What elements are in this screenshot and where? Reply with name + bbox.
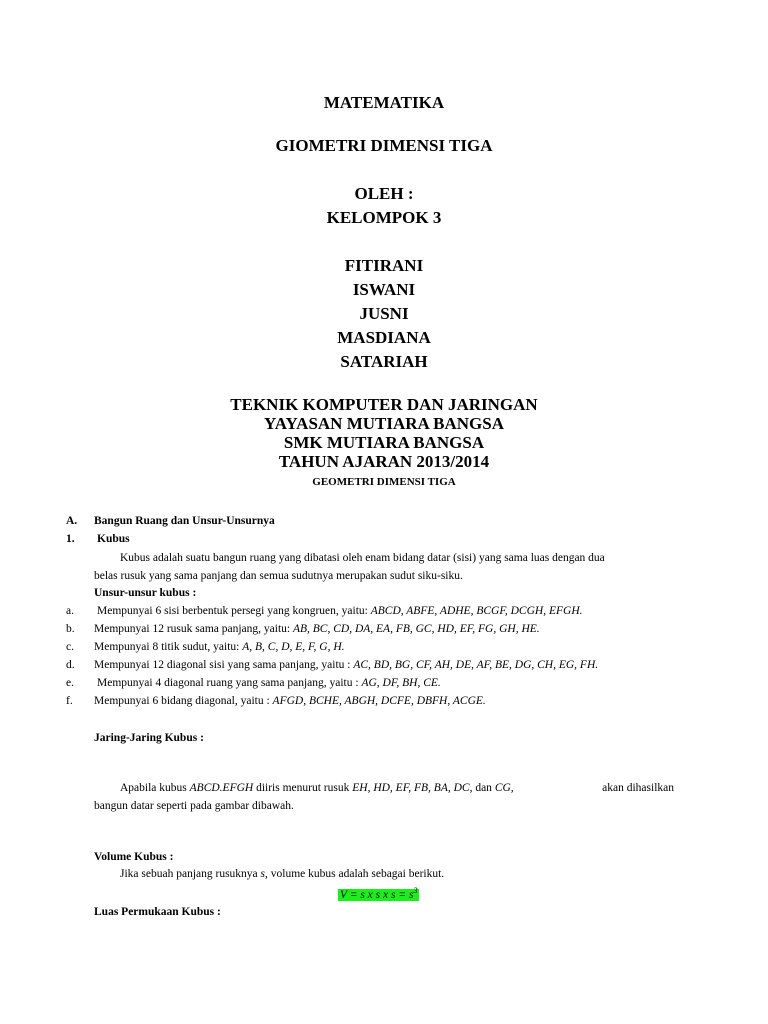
apabila-italic: CG, xyxy=(494,782,514,794)
list-item xyxy=(94,694,486,708)
apabila-text: diiris menurut rusuk xyxy=(253,782,353,794)
item-1-number: 1. xyxy=(66,533,75,545)
list-item xyxy=(97,604,583,618)
apabila-text: dan xyxy=(472,782,495,794)
list-item-label: d. xyxy=(66,659,75,671)
list-item-label: c. xyxy=(66,641,74,653)
cover-institution: TEKNIK KOMPUTER DAN JARINGAN xyxy=(230,395,538,414)
apabila-italic: ABCD.EFGH xyxy=(189,782,254,794)
list-item-label: f. xyxy=(66,695,73,707)
list-item-italic: A, B, C, D, E, F, G, H. xyxy=(242,641,345,653)
apabila-text: Apabila kubus xyxy=(120,782,190,794)
list-item-label: b. xyxy=(66,623,75,635)
cover-group: KELOMPOK 3 xyxy=(326,208,442,227)
cover-institution: TAHUN AJARAN 2013/2014 xyxy=(278,452,490,471)
volume-text-var: s xyxy=(260,868,266,880)
list-item-label: e. xyxy=(66,677,74,689)
formula-text: V = s x s x s = s xyxy=(340,888,414,901)
list-item-italic: AB, BC, CD, DA, EA, FB, GC, HD, EF, FG, GH, HE. xyxy=(292,623,540,635)
jaring-title: Jaring-Jaring Kubus : xyxy=(94,732,204,744)
kubus-definition: Kubus adalah suatu bangun ruang yang dibatasi oleh enam bidang datar (sisi) yang sama luas dengan dua xyxy=(120,552,605,564)
section-a-number: A. xyxy=(66,515,78,527)
cover-member: JUSNI xyxy=(359,304,409,323)
volume-title: Volume Kubus : xyxy=(94,851,174,863)
volume-text-part: , volume kubus adalah sebagai berikut. xyxy=(265,868,445,880)
list-item xyxy=(97,676,441,690)
list-item xyxy=(94,640,345,654)
content-title: GEOMETRI DIMENSI TIGA xyxy=(312,476,456,488)
volume-text xyxy=(120,867,444,881)
cover-subject: MATEMATIKA xyxy=(323,93,445,112)
list-item-label: a. xyxy=(66,605,74,617)
volume-text-part: Jika sebuah panjang rusuknya xyxy=(120,868,261,880)
cover-member: MASDIANA xyxy=(337,328,431,347)
unsur-title: Unsur-unsur kubus : xyxy=(94,587,197,599)
cover-member: SATARIAH xyxy=(340,352,428,371)
list-item-text: Mempunyai 6 bidang diagonal, yaitu : xyxy=(94,695,273,707)
apabila-paragraph xyxy=(120,781,674,795)
item-1-title: Kubus xyxy=(97,533,130,545)
list-item xyxy=(94,622,540,636)
section-a-title: Bangun Ruang dan Unsur-Unsurnya xyxy=(94,515,275,527)
list-item-text: Mempunyai 8 titik sudut, yaitu: xyxy=(94,641,243,653)
list-item-italic: AC, BD, BG, CF, AH, DE, AF, BE, DG, CH, EG, FH. xyxy=(353,659,599,671)
formula-exponent: 3 xyxy=(413,886,418,895)
cover-member: ISWANI xyxy=(352,280,416,299)
list-item-text: Mempunyai 4 diagonal ruang yang sama panjang, yaitu : xyxy=(97,677,362,689)
cover-by: OLEH : xyxy=(354,184,414,203)
list-item-text: Mempunyai 12 diagonal sisi yang sama panjang, yaitu : xyxy=(94,659,354,671)
list-item xyxy=(94,658,598,672)
list-item-text: Mempunyai 6 sisi berbentuk persegi yang kongruen, yaitu: xyxy=(97,605,371,617)
apabila-paragraph-cont: bangun datar seperti pada gambar dibawah. xyxy=(94,800,294,812)
volume-formula xyxy=(338,884,419,902)
apabila-italic: EH, HD, EF, FB, BA, DC, xyxy=(352,782,473,794)
cover-institution: SMK MUTIARA BANGSA xyxy=(283,433,485,452)
luas-title: Luas Permukaan Kubus : xyxy=(94,906,221,918)
cover-institution: YAYASAN MUTIARA BANGSA xyxy=(264,414,504,433)
apabila-text: akan dihasilkan xyxy=(602,782,674,794)
list-item-italic: ABCD, ABFE, ADHE, BCGF, DCGH, EFGH. xyxy=(370,605,583,617)
cover-member: FITIRANI xyxy=(344,256,424,275)
list-item-text: Mempunyai 12 rusuk sama panjang, yaitu: xyxy=(94,623,293,635)
list-item-italic: AG, DF, BH, CE. xyxy=(361,677,441,689)
kubus-definition-cont: belas rusuk yang sama panjang dan semua sudutnya merupakan sudut siku-siku. xyxy=(94,570,463,582)
cover-topic: GIOMETRI DIMENSI TIGA xyxy=(275,136,493,155)
list-item-italic: AFGD, BCHE, ABGH, DCFE, DBFH, ACGE. xyxy=(272,695,486,707)
